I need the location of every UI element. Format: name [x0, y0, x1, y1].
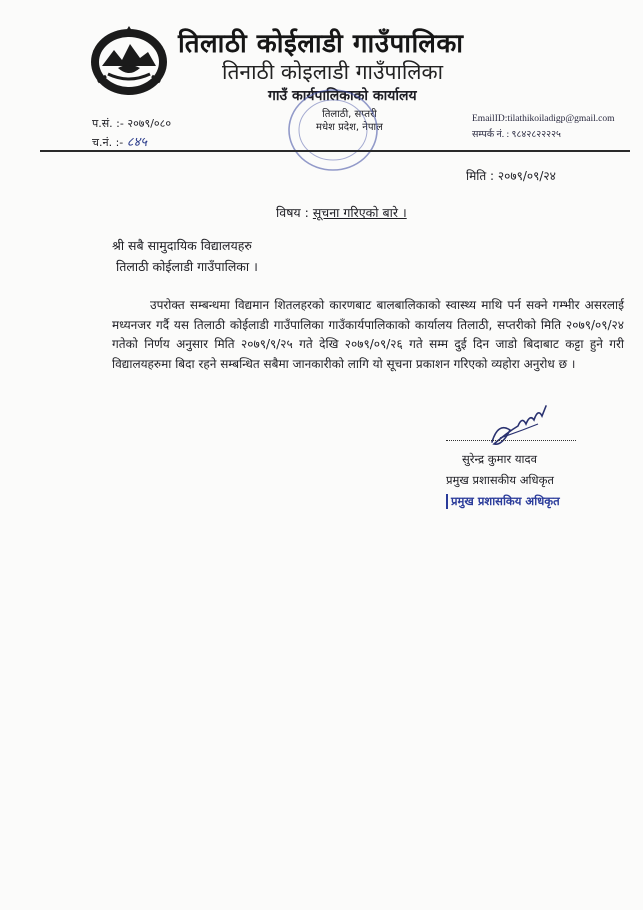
- subject-label: विषय :: [276, 205, 309, 220]
- patra-sankhya: प.सं. :- २०७९/०८०: [92, 117, 172, 130]
- chalani-number: [92, 132, 147, 150]
- designation-stamp: प्रमुख प्रशासकिय अधिकृत: [446, 494, 560, 509]
- handwritten-signature: [488, 402, 550, 450]
- letter-subject: [276, 204, 407, 221]
- letter-addressee: [112, 235, 258, 277]
- municipality-title: तिलाठी कोईलाडी गाउँपालिका: [178, 29, 464, 59]
- office-seal-stamp: [283, 84, 383, 176]
- addressee-line-1: श्री सबै सामुदायिक विद्यालयहरु: [112, 238, 252, 253]
- chalani-value: ८४५: [126, 135, 148, 150]
- chalani-label: च.नं. :-: [92, 136, 124, 149]
- letter-body: उपरोक्त सम्बन्धमा विद्यमान शितलहरको कारणबाट बालबालिकाको स्वास्थ्य माथि पर्न सक्ने गम्भीर असरलाई मध्यनजर गर्दै यस तिलाठी कोईलाडी गाउँपालिका गाउँकार्यपालिकाको कार्यालय तिलाठी, सप्तरीको मिति २०७९/०९/२४ गतेको निर्णय अनुसार मिति २०७९/९/२५ गते देखि २०७९/०९/२६ गते सम्म दुई दिन जाडो बिदाबाट कट्टा हुने गरी विद्यालयहरुमा बिदा रहने सम्बन्धित सबैमा जानकारीको लागि यो सूचना प्रकाशन गरिएको व्यहोरा अनुरोध छ ।: [112, 298, 624, 371]
- municipality-emblem-icon: [88, 22, 170, 98]
- signatory-name: सुरेन्द्र कुमार यादव: [462, 452, 537, 466]
- contact-email: EmailID:tilathikoiladigp@gmail.com: [472, 114, 615, 124]
- contact-phone: सम्पर्क नं. : ९८४२८२२२२५: [472, 130, 561, 140]
- addressee-line-2: तिलाठी कोईलाडी गाउँपालिका ।: [116, 259, 258, 274]
- office-name: गाउँ कार्यपालिकाको कार्यालय: [268, 88, 417, 104]
- address-line-1: तिलाठी, सप्तरी: [322, 109, 377, 120]
- letter-date: मिति : २०७९/०९/२४: [466, 169, 556, 183]
- signature-line: [446, 440, 576, 441]
- header-divider: [40, 150, 630, 152]
- municipality-title-alt: ति​नाठी कोइलाडी गाउँपालिका: [222, 60, 444, 84]
- address-line-2: मधेश प्रदेश, नेपाल: [316, 122, 383, 133]
- subject-text: सूचना गरिएको बारे ।: [312, 205, 407, 220]
- signatory-title: प्रमुख प्रशासकीय अधिकृत: [446, 473, 554, 487]
